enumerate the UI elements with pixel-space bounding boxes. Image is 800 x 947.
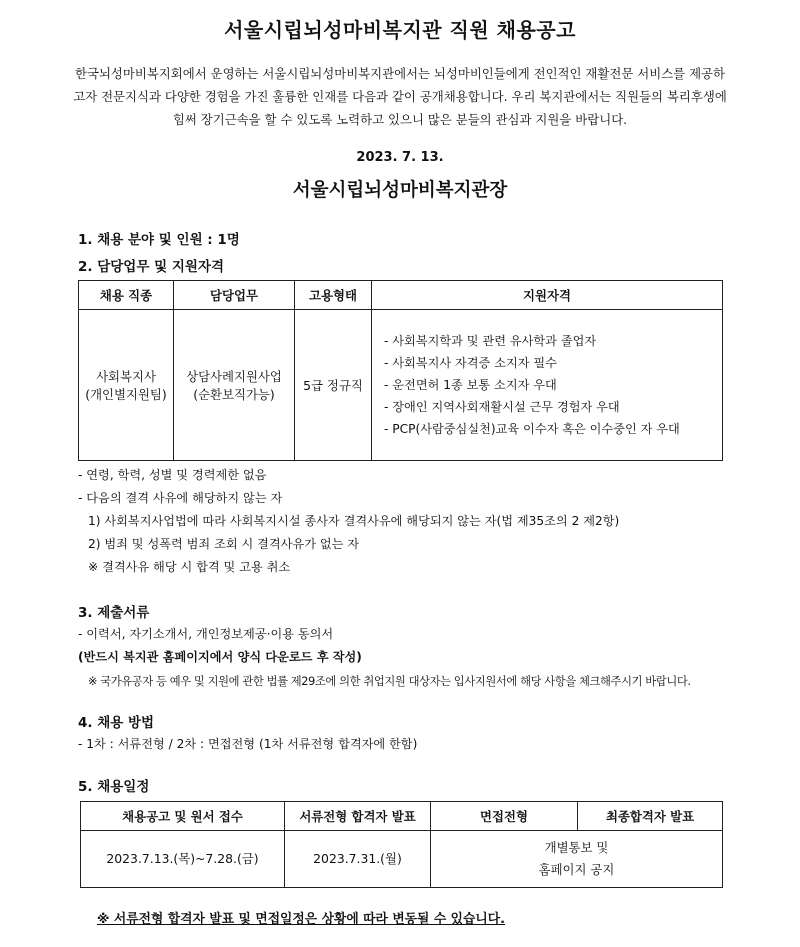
interview-notice: 홈페이지 공지 bbox=[538, 862, 615, 877]
apply-period: 2023.7.13.(목)~7.28.(금) bbox=[81, 831, 285, 888]
table-row bbox=[79, 310, 723, 461]
duty-note: (순환보직가능) bbox=[193, 387, 275, 402]
document-result-date: 2023.7.31.(월) bbox=[285, 831, 431, 888]
schedule-table bbox=[80, 801, 723, 888]
qualification-item: - 사회복지사 자격증 소지자 필수 bbox=[384, 356, 557, 370]
method-line: - 1차 : 서류전형 / 2차 : 면접전형 (1차 서류전형 합격자에 한함) bbox=[78, 737, 418, 751]
note-line: 1) 사회복지사업법에 따라 사회복지시설 종사자 결격사유에 해당되지 않는 자(법 제35조의 2 제2항) bbox=[88, 514, 620, 528]
organization-name: 서울시립뇌성마비복지관장 bbox=[292, 180, 508, 201]
document-line: ※ 국가유공자 등 예우 및 지원에 관한 법률 제29조에 의한 취업지원 대상자는 입사지원서에 해당 사항을 체크해주시기 바랍니다. bbox=[88, 675, 691, 688]
employment-type: 5급 정규직 bbox=[295, 310, 372, 461]
duty-qualification-table bbox=[78, 280, 723, 461]
qualifications-cell bbox=[372, 310, 723, 461]
notice-date: 2023. 7. 13. bbox=[356, 150, 444, 165]
schedule-footnote: ※ 서류전형 합격자 발표 및 면접일정은 상황에 따라 변동될 수 있습니다. bbox=[97, 912, 505, 927]
note-line: - 연령, 학력, 성별 및 경력제한 없음 bbox=[78, 468, 267, 482]
qualification-item: - 장애인 지역사회재활시설 근무 경험자 우대 bbox=[384, 400, 620, 414]
document-line: (반드시 복지관 홈페이지에서 양식 다운로드 후 작성) bbox=[78, 650, 362, 664]
table-header: 서류전형 합격자 발표 bbox=[285, 802, 431, 831]
table-header: 고용형태 bbox=[295, 281, 372, 310]
job-type-cell bbox=[79, 310, 174, 461]
qualification-item: - 운전면허 1종 보통 소지자 우대 bbox=[384, 378, 557, 392]
section-2-heading: 2. 담당업무 및 지원자격 bbox=[78, 259, 224, 275]
job-team: (개인별지원팀) bbox=[85, 387, 167, 402]
section-4-heading: 4. 채용 방법 bbox=[78, 715, 155, 731]
section-5-heading: 5. 채용일정 bbox=[78, 779, 150, 795]
table-row bbox=[81, 831, 723, 888]
duty: 상담사례지원사업 bbox=[186, 369, 282, 384]
qualification-item: - 사회복지학과 및 관련 유사학과 졸업자 bbox=[384, 334, 597, 348]
document-line: - 이력서, 자기소개서, 개인정보제공·이용 동의서 bbox=[78, 627, 334, 641]
table-header: 담당업무 bbox=[174, 281, 295, 310]
section-3-heading: 3. 제출서류 bbox=[78, 605, 150, 621]
duty-cell bbox=[174, 310, 295, 461]
intro-paragraph: 한국뇌성마비복지회에서 운영하는 서울시립뇌성마비복지관에서는 뇌성마비인들에게 전인적인 재활전문 서비스를 제공하고자 전문지식과 다양한 경험을 가진 훌륭한 인재를 다음과 같이 공개채용합니다. 우리 복지관에서는 직원들의 복리후생에 힘써 장기근속을 할 수 있도록 노력하고 있으니 많은 분들의 관심과 지원을 바랍니다. bbox=[73, 66, 727, 127]
note-line: 2) 범죄 및 성폭력 범죄 조회 시 결격사유가 없는 자 bbox=[88, 537, 360, 551]
qualification-item: - PCP(사람중심실천)교육 이수자 혹은 이수중인 자 우대 bbox=[384, 422, 680, 436]
table-header: 채용공고 및 원서 접수 bbox=[81, 802, 285, 831]
table-header: 채용 직종 bbox=[79, 281, 174, 310]
note-line: ※ 결격사유 해당 시 합격 및 고용 취소 bbox=[88, 560, 291, 574]
table-header: 최종합격자 발표 bbox=[578, 802, 723, 831]
section-1-heading: 1. 채용 분야 및 인원 : 1명 bbox=[78, 232, 240, 248]
interview-notice: 개별통보 및 bbox=[544, 840, 609, 855]
interview-notice-cell bbox=[431, 831, 723, 888]
page-title: 서울시립뇌성마비복지관 직원 채용공고 bbox=[224, 18, 576, 42]
job-type: 사회복지사 bbox=[96, 369, 156, 384]
table-header: 지원자격 bbox=[372, 281, 723, 310]
table-header-row bbox=[81, 802, 723, 831]
table-header: 면접전형 bbox=[431, 802, 578, 831]
note-line: - 다음의 결격 사유에 해당하지 않는 자 bbox=[78, 491, 283, 505]
table-header-row bbox=[79, 281, 723, 310]
